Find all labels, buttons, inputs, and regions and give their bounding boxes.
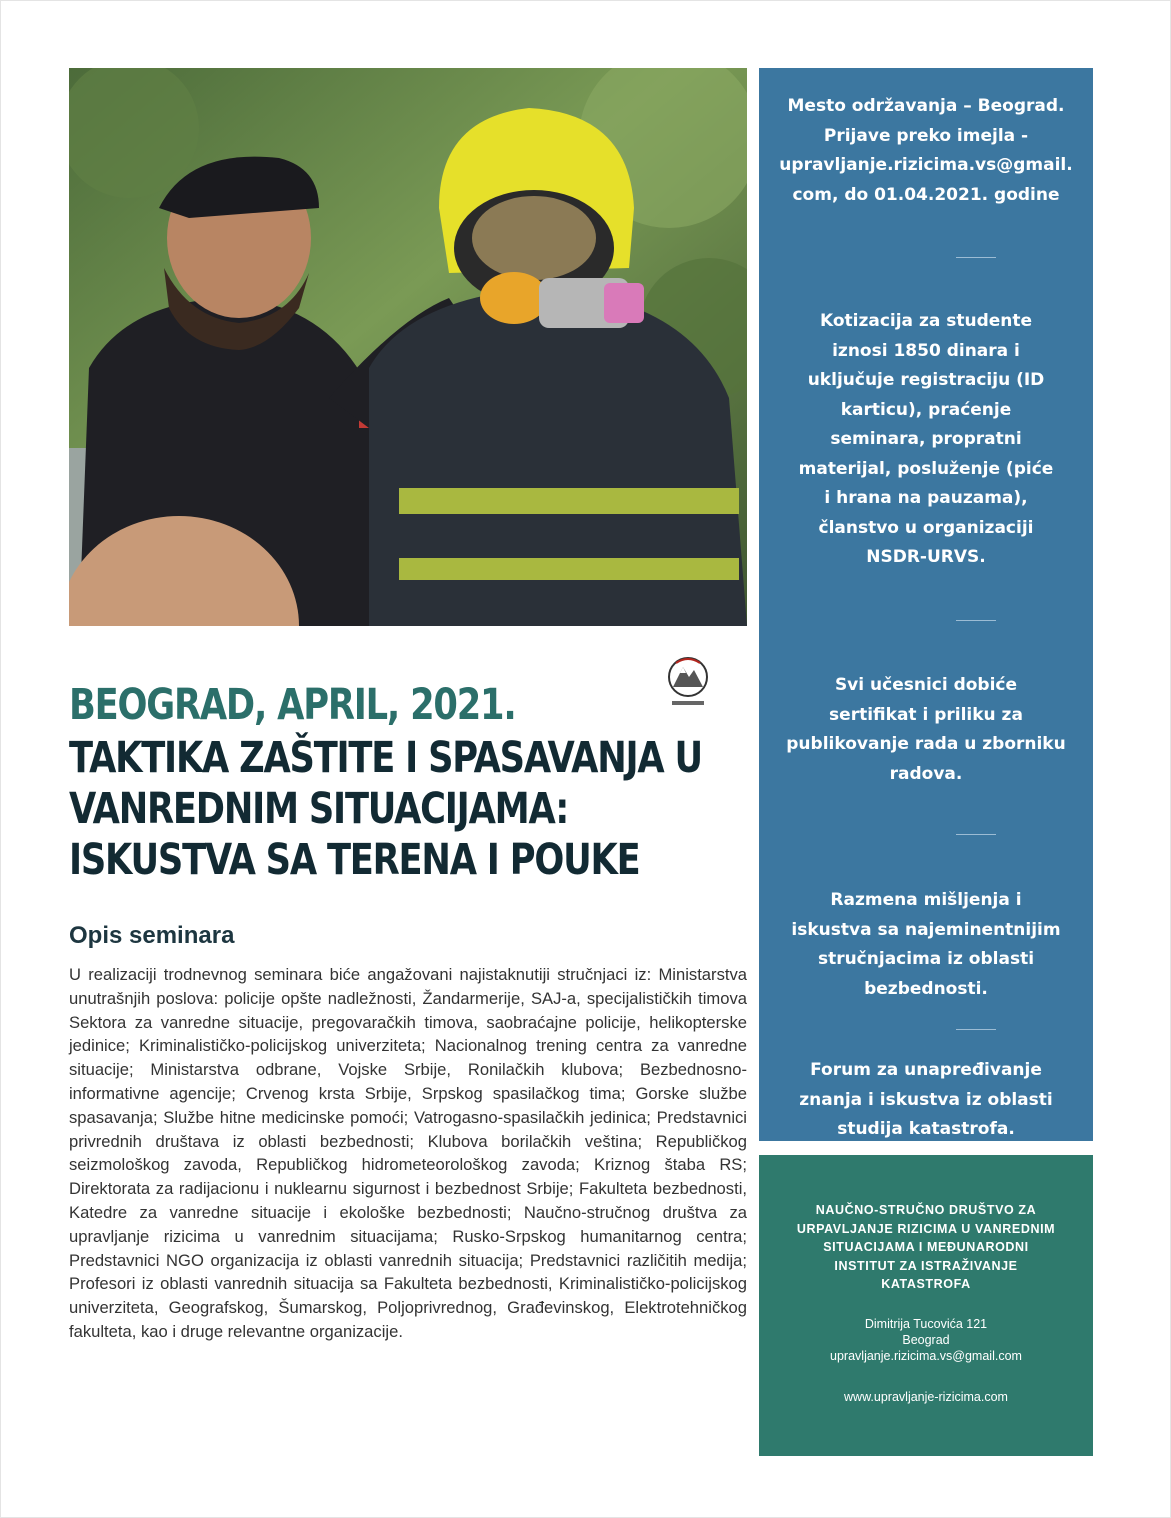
certificate-line: radova.	[889, 763, 963, 784]
title-line: VANREDNIM SITUACIJAMA:	[69, 784, 569, 834]
info-sidebar	[759, 68, 1093, 1141]
description-heading: Opis seminara	[69, 922, 235, 949]
venue-line: Prijave preko imejla -	[823, 125, 1029, 146]
address-block	[759, 1316, 1093, 1364]
fee-line: materijal, posluženje (piće	[798, 458, 1054, 479]
certificate-line: sertifikat i priliku za	[829, 704, 1023, 725]
exchange-line: bezbednosti.	[864, 978, 988, 999]
fee-block	[759, 307, 1093, 573]
street-address: Dimitrija Tucovića 121	[864, 1317, 988, 1331]
org-line: URPAVLJANJE RIZICIMA U VANREDNIM	[796, 1221, 1056, 1236]
org-line: NAUČNO-STRUČNO DRUŠTVO ZA	[815, 1203, 1037, 1217]
rescue-training-photo	[69, 68, 747, 626]
certificate-line: Svi učesnici dobiće	[834, 675, 1018, 695]
seminar-title	[69, 733, 741, 886]
org-line: INSTITUT ZA ISTRAŽIVANJE	[834, 1258, 1018, 1273]
fee-line: Kotizacija za studente	[819, 311, 1033, 331]
contact-box	[759, 1155, 1093, 1456]
forum-line: znanja i iskustva iz oblasti	[799, 1089, 1053, 1110]
fee-line: članstvo u organizaciji	[818, 517, 1034, 538]
venue-block	[759, 92, 1093, 210]
forum-line: studija katastrofa.	[837, 1119, 1015, 1139]
fee-line: NSDR-URVS.	[866, 547, 986, 567]
divider	[956, 620, 996, 621]
fee-line: karticu), praćenje	[840, 399, 1012, 420]
venue-line: com, do 01.04.2021. godine	[792, 184, 1060, 205]
fee-line: iznosi 1850 dinara i	[832, 340, 1020, 361]
divider	[956, 257, 996, 258]
forum-block	[759, 1056, 1093, 1145]
certificate-block	[759, 671, 1093, 789]
title-line: TAKTIKA ZAŠTITE I SPASAVANJA U	[69, 733, 702, 783]
fee-line: uključuje registraciju (ID	[807, 370, 1045, 390]
venue-line: Mesto održavanja – Beograd.	[787, 96, 1065, 116]
description-text: U realizaciji trodnevnog seminara biće angažovani najistaknutiji stručnjaci iz: Ministarstva unutrašnjih poslova: policije opšte nadležnosti, Žandarmerije, SAJ-a, specijalističkih timova Sektora za vanredne situacije, pregovaračkih timova, saobraćajne policije, helikopterske jedinice; Kriminalističko-policijskog univerziteta; Nacionalnog trening centra za vanredne situacije; Ministarstva odbrane, Vojske Srbije, Ronilačkih klubova; Bezbednosno-informativne agencije; Crvenog krsta Srbije, Srpskog spasilačkog tima; Gorske službe spasavanja; Službe hitne medicinske pomoći; Vatrogasno-spasilačkih jedinica; Predstavnici privrednih društava iz oblasti bezbednosti; Klubova borilačkih veština; Republičkog seizmološkog zavoda, Republičkog hidrometeorološkog zavoda; Kriznog štaba RS; Direktorata za radijacionu i nuklearnu sigurnost i bezbednost Srbije; Fakulteta bezbednosti, Katedre za vanredne situacije i ekološke bezbednosti; Naučno-stručnog društva za upravljanje rizicima u vanrednim situacijama; Rusko-Srpskog humanitarnog centra; Predstavnici NGO organizacija iz oblasti vanrednih situacija; Predstavnici različitih medija; Profesori iz oblasti vanrednih situacija sa Fakulteta bezbednosti, Kriminalističko-policijskog univerziteta, Geografskog, Šumarskog, Poljoprivrednog, Građevinskog, Elektrotehničkog fakulteta, kao i druge relevantne organizacije.	[69, 965, 747, 1341]
fee-line: i hrana na pauzama),	[824, 488, 1028, 508]
title-line: ISKUSTVA SA TERENA I POUKE	[69, 835, 640, 885]
venue-line: upravljanje.rizicima.vs@gmail.	[779, 155, 1073, 175]
org-line: KATASTROFA	[881, 1277, 971, 1291]
forum-line: Forum za unapređivanje	[810, 1060, 1042, 1080]
divider	[956, 834, 996, 835]
contact-email[interactable]: upravljanje.rizicima.vs@gmail.com	[830, 1349, 1022, 1363]
organization-logo-icon	[663, 655, 713, 711]
exchange-line: stručnjacima iz oblasti	[817, 949, 1035, 969]
exchange-line: Razmena mišljenja i	[830, 890, 1022, 910]
divider	[956, 1029, 996, 1030]
website-link[interactable]: www.upravljanje-rizicima.com	[844, 1390, 1008, 1404]
city: Beograd	[902, 1333, 950, 1347]
organization-name	[759, 1201, 1093, 1294]
certificate-line: publikovanje rada u zborniku	[786, 734, 1066, 754]
org-line: SITUACIJAMA I MEĐUNARODNI	[823, 1240, 1029, 1254]
exchange-block	[759, 886, 1093, 1004]
event-date-heading: BEOGRAD, APRIL, 2021.	[69, 680, 516, 730]
exchange-line: iskustva sa najeminentnijim	[791, 919, 1061, 940]
fee-line: seminara, propratni	[830, 429, 1022, 449]
